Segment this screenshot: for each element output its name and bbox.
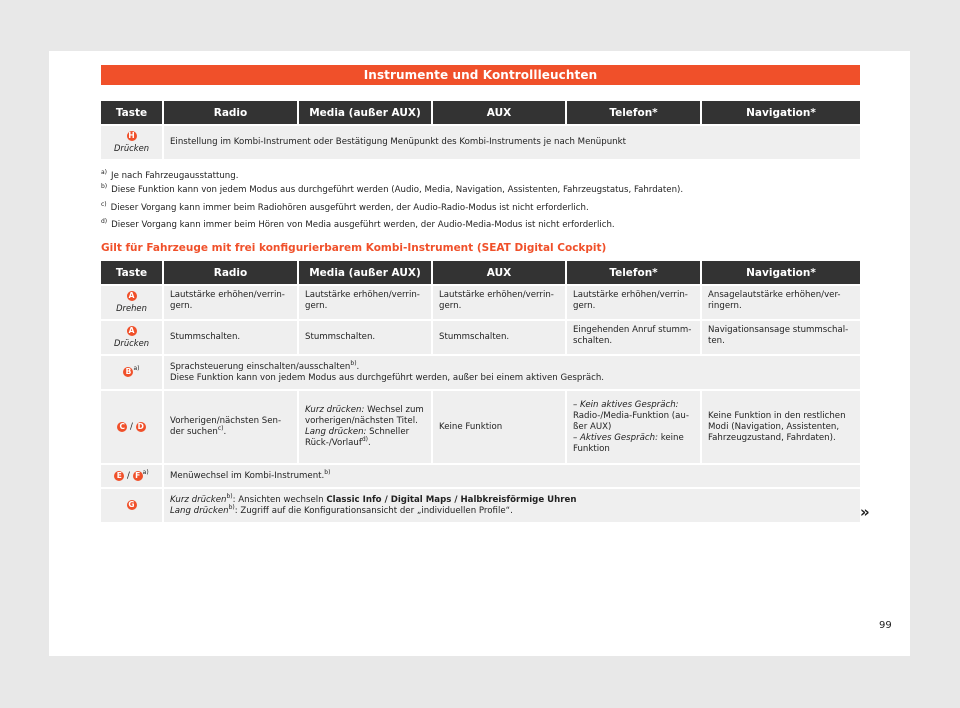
row-description: Einstellung im Kombi-Instrument oder Bestätigung Menüpunkt des Kombi-Instruments je nach Menüpunkt <box>163 125 860 159</box>
cell-media: Stummschalten. <box>298 320 432 355</box>
key-footnote-mark: a) <box>142 468 149 476</box>
header-navigation: Navigation* <box>701 101 860 125</box>
key-f-icon: F <box>133 471 143 481</box>
header-taste: Taste <box>101 261 163 285</box>
key-action: Drücken <box>113 338 150 349</box>
key-a-icon: A <box>127 291 137 301</box>
header-telefon: Telefon* <box>566 101 701 125</box>
page-number: 99 <box>879 620 892 631</box>
section-title: Instrumente und Kontrollleuchten <box>101 65 860 85</box>
key-a-icon: A <box>127 326 137 336</box>
header-taste: Taste <box>101 101 163 125</box>
key-g-icon: G <box>128 500 135 509</box>
row-description: Sprachsteuerung einschalten/ausschalten$^{b)}$. Diese Funktion kann von jedem Modus aus durchgeführt werden, außer bei einem aktiven Gespräch. <box>163 355 860 390</box>
cell-aux: Stummschalten. <box>432 320 566 355</box>
row-description: Menüwechsel im Kombi-Instrument.$^{b)}$ <box>163 464 860 488</box>
key-action: Drücken <box>113 143 150 154</box>
table-row <box>101 320 860 355</box>
cell-media: Lautstärke erhöhen/verrin-gern. <box>298 285 432 320</box>
cell-telefon: Eingehenden Anruf stumm-schalten. <box>566 320 701 355</box>
table-row <box>101 488 860 522</box>
section-heading: Gilt für Fahrzeuge mit frei konfigurierbarem Kombi-Instrument (SEAT Digital Cockpit) <box>101 242 607 254</box>
header-navigation: Navigation* <box>701 261 860 285</box>
key-cell <box>101 488 163 522</box>
key-cell <box>101 125 163 159</box>
table-buttons-digital-cockpit <box>101 261 860 522</box>
key-c-icon: C <box>117 422 127 432</box>
table-row <box>101 464 860 488</box>
key-e-icon: E <box>114 471 124 481</box>
table-row <box>101 285 860 320</box>
cell-navigation: Ansagelautstärke erhöhen/ver-ringern. <box>701 285 860 320</box>
key-d-icon: D <box>137 421 144 431</box>
continue-arrow: » <box>860 503 870 521</box>
header-media: Media (außer AUX) <box>298 101 432 125</box>
cell-media: Kurz drücken: Wechsel zum vorherigen/nächsten Titel. Lang drücken: Schneller Rück-/Vorlauf$^{d)}$. <box>298 390 432 464</box>
key-cell <box>101 355 163 390</box>
cell-radio: Lautstärke erhöhen/verrin-gern. <box>163 285 298 320</box>
footnote-d: $^{d)}$ Dieser Vorgang kann immer beim Hören von Media ausgeführt werden, der Audio-Media-Modus ist nicht erforderlich. <box>101 218 615 230</box>
key-h-icon: H <box>128 131 135 141</box>
header-aux: AUX <box>432 101 566 125</box>
key-cell: E / F $^{a)}$ <box>101 464 163 488</box>
cell-telefon: – Kein aktives Gespräch: Radio-/Media-Funktion (au-ßer AUX) – Aktives Gespräch: keine Funktion <box>566 390 701 464</box>
cell-radio: Stummschalten. <box>163 320 298 355</box>
header-aux: AUX <box>432 261 566 285</box>
header-media: Media (außer AUX) <box>298 261 432 285</box>
table-buttons-general <box>101 101 860 159</box>
cell-telefon: Lautstärke erhöhen/verrin-gern. <box>566 285 701 320</box>
row-description: Kurz drücken$^{b)}$: Ansichten wechseln Classic Info / Digital Maps / Halbkreisförmige Uhren Lang drücken$^{b)}$: Zugriff auf die Konfigurationsansicht der „individuellen Profile“. <box>163 488 860 522</box>
header-radio: Radio <box>163 261 298 285</box>
table-header-row <box>101 101 860 125</box>
table-row <box>101 355 860 390</box>
key-footnote-mark: a) <box>133 365 140 373</box>
header-telefon: Telefon* <box>566 261 701 285</box>
table-header-row <box>101 261 860 285</box>
table-row <box>101 125 860 159</box>
key-cell: C / D <box>101 390 163 464</box>
cell-radio: Vorherigen/nächsten Sen-der suchen$^{c)}$. <box>163 390 298 464</box>
cell-aux: Lautstärke erhöhen/verrin-gern. <box>432 285 566 320</box>
key-b-icon: B <box>123 367 133 377</box>
table-row <box>101 390 860 464</box>
key-cell <box>101 320 163 355</box>
footnote-c: $^{c)}$ Dieser Vorgang kann immer beim Radiohören ausgeführt werden, der Audio-Radio-Modus ist nicht erforderlich. <box>101 201 589 213</box>
header-radio: Radio <box>163 101 298 125</box>
cell-navigation: Keine Funktion in den restlichen Modi (Navigation, Assistenten, Fahrzeugzustand, Fahrdaten). <box>701 390 860 464</box>
cell-navigation: Navigationsansage stummschal-ten. <box>701 320 860 355</box>
footnote-b: $^{b)}$ Diese Funktion kann von jedem Modus aus durchgeführt werden (Audio, Media, Navigation, Assistenten, Fahrzeugstatus, Fahrdaten). <box>101 183 684 195</box>
key-action: Drehen <box>116 303 147 314</box>
key-cell <box>101 285 163 320</box>
cell-aux: Keine Funktion <box>432 390 566 464</box>
footnote-a: $^{a)}$ Je nach Fahrzeugausstattung. <box>101 169 239 181</box>
